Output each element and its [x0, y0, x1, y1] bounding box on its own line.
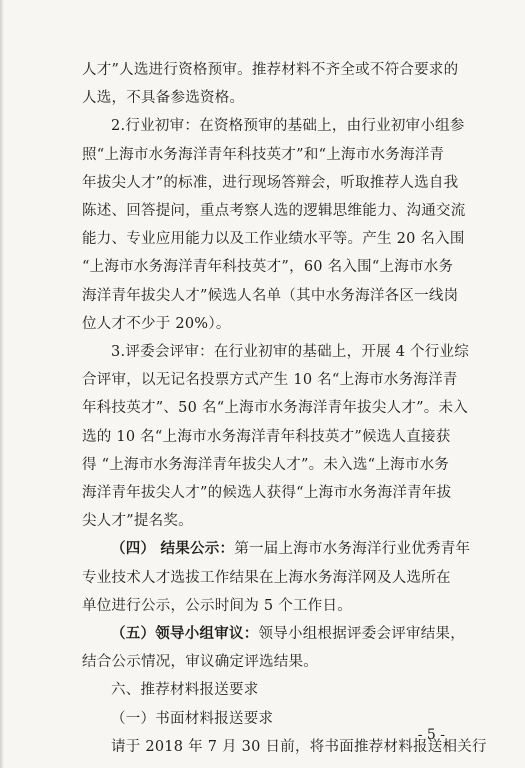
- body-line-last: 请于 2018 年 7 月 30 日前，将书面推荐材料报送相关行: [111, 738, 487, 755]
- section5-heading: （五）领导小组审议：: [111, 626, 259, 642]
- section4-text-1: 第一届上海市水务海洋行业优秀青年: [234, 541, 471, 558]
- body-line-10: 位人才不少于 20%）。: [82, 315, 231, 332]
- body-line-4: 照“上海市水务海洋青年科技英才”和“上海市水务海洋青: [82, 146, 445, 163]
- body-line-17: 尖人才”提名奖。: [82, 513, 193, 530]
- body-line-3: 2.行业初审：在资格预审的基础上，由行业初审小组参: [111, 118, 465, 135]
- section6-heading: 六、推荐材料报送要求: [111, 682, 259, 699]
- body-line-14: 选的 10 名“上海市水务海洋青年科技英才”候选人直接获: [82, 428, 451, 445]
- body-line-5: 年拔尖人才”的标准，进行现场答辩会，听取推荐人选自我: [82, 174, 459, 191]
- body-line-13: 年科技英才”、50 名“上海市水务海洋青年拔尖人才”。未入: [82, 400, 469, 417]
- section5-first-line: [111, 624, 465, 644]
- section4-line-3: 单位进行公示，公示时间为 5 个工作日。: [82, 597, 352, 614]
- section4-heading: （四） 结果公示：: [111, 541, 235, 558]
- subsection1-heading: （一）书面材料报送要求: [111, 710, 274, 727]
- body-line-12: 合评审，以无记名投票方式产生 10 名“上海市水务海洋青: [82, 372, 458, 389]
- body-line-7: 能力、专业应用能力以及工作业绩水平等。产生 20 名入围: [82, 231, 465, 248]
- section4-first-line: [111, 539, 470, 559]
- body-line-1: 人才”人选进行资格预审。推荐材料不齐全或不符合要求的: [82, 62, 459, 78]
- body-line-16: 海洋青年拔尖人才”的候选人获得“上海市水务海洋青年拔: [82, 485, 452, 501]
- section5-line-2: 结合公示情况，审议确定评选结果。: [82, 654, 318, 671]
- body-line-6: 陈述、回答提问，重点考察人选的逻辑思维能力、沟通交流: [82, 203, 466, 219]
- section4-line-2: 专业技术人才选拔工作结果在上海水务海洋网及人选所在: [82, 569, 451, 586]
- body-line-9: 海洋青年拔尖人才”候选人名单（其中水务海洋各区一线岗: [82, 287, 459, 304]
- body-line-2: 人选，不具备参选资格。: [82, 90, 245, 107]
- section5-text-1: 领导小组根据评委会评审结果，: [258, 626, 465, 642]
- body-line-11: 3.评委会评审：在行业初审的基础上，开展 4 个行业综: [111, 344, 470, 360]
- body-line-15: 得 “上海市水务海洋青年拔尖人才”。未入选“上海市水务: [82, 456, 450, 473]
- page-number: - 5 -: [417, 727, 445, 743]
- scan-edge-shadow: [0, 0, 4, 768]
- body-line-8: “上海市水务海洋青年科技英才”，60 名入围“上海市水务: [82, 259, 454, 276]
